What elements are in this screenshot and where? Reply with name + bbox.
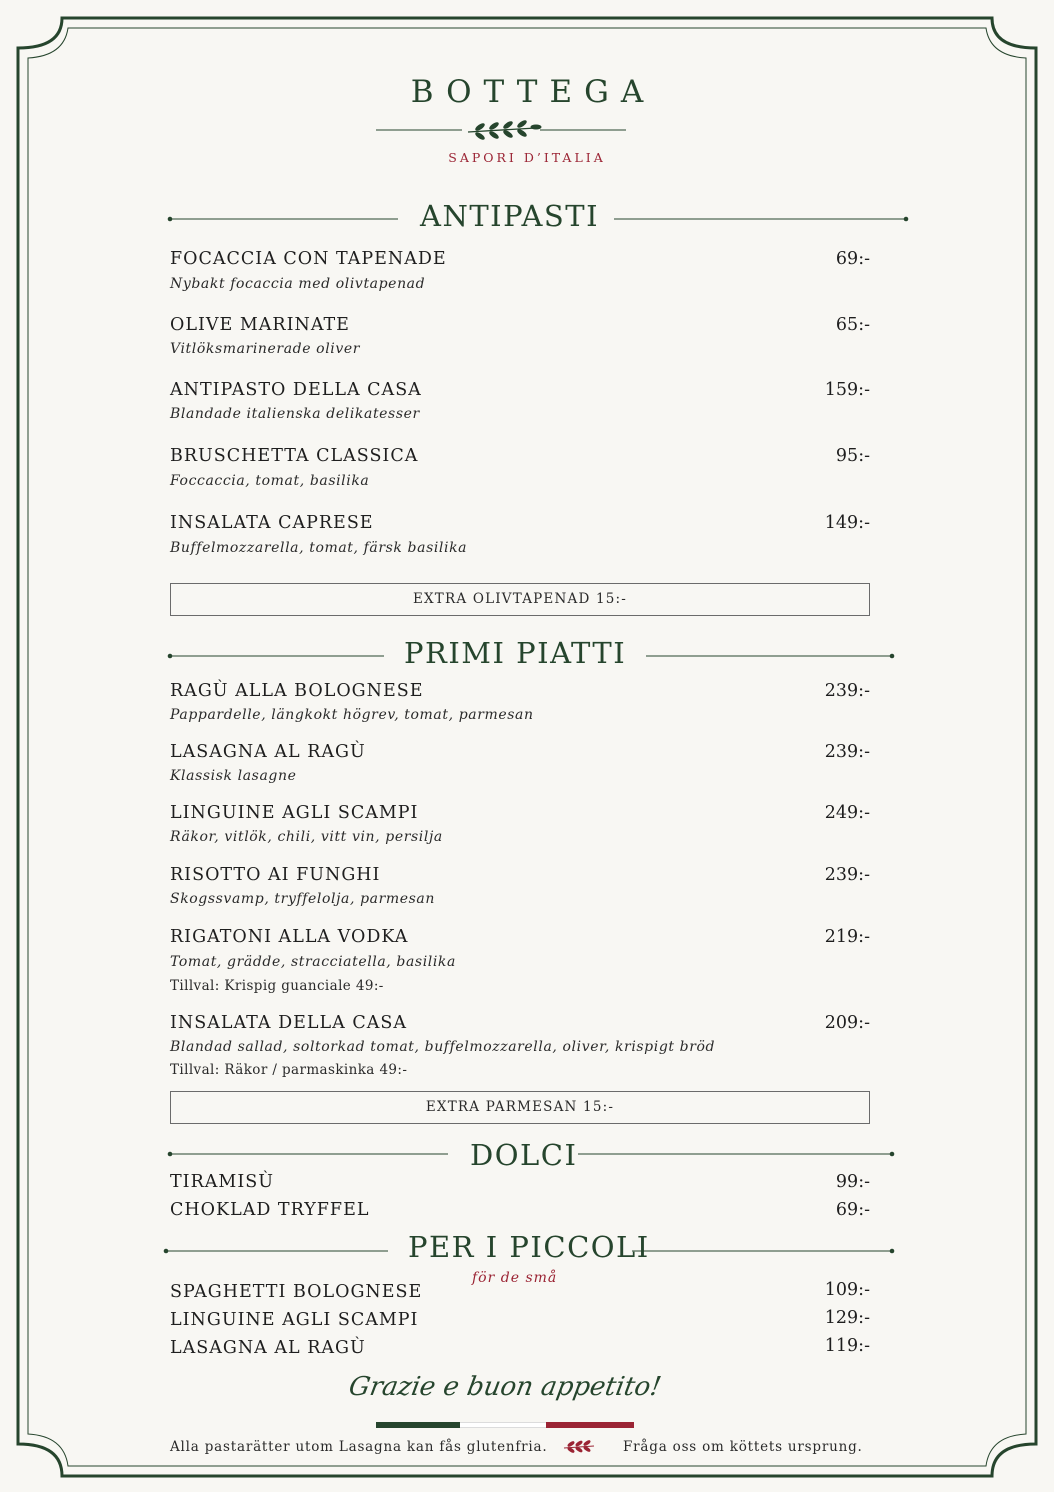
menu-item-description: Räkor, vitlök, chili, vitt vin, persilja bbox=[170, 829, 443, 845]
menu-item-price: 65:- bbox=[835, 315, 870, 335]
menu-item-description: Pappardelle, längkokt högrev, tomat, parmesan bbox=[170, 707, 534, 723]
menu-item-price: 239:- bbox=[824, 865, 870, 885]
section-title-dolci: DOLCI bbox=[470, 1138, 578, 1172]
menu-item-addon: Tillval: Krispig guanciale 49:- bbox=[170, 978, 384, 994]
menu-item-name: INSALATA DELLA CASA bbox=[170, 1013, 407, 1033]
menu-item-price: 99:- bbox=[835, 1172, 870, 1192]
menu-item-description: Tomat, grädde, stracciatella, basilika bbox=[170, 954, 456, 970]
menu-item-description: Klassisk lasagne bbox=[170, 768, 297, 784]
header-divider bbox=[376, 118, 626, 142]
menu-item-addon: Tillval: Räkor / parmaskinka 49:- bbox=[170, 1062, 408, 1078]
section-title-primi: PRIMI PIATTI bbox=[404, 636, 627, 670]
section-title-antipasti: ANTIPASTI bbox=[420, 199, 600, 233]
menu-item-price: 149:- bbox=[824, 513, 870, 533]
menu-item-description: Blandad sallad, soltorkad tomat, buffelmozzarella, oliver, krispigt bröd bbox=[170, 1039, 716, 1055]
menu-item-price: 119:- bbox=[824, 1336, 870, 1356]
menu-item-name: CHOKLAD TRYFFEL bbox=[170, 1200, 370, 1220]
menu-item-price: 239:- bbox=[824, 742, 870, 762]
menu-item-price: 239:- bbox=[824, 681, 870, 701]
menu-item-name: RISOTTO AI FUNGHI bbox=[170, 865, 381, 885]
footer-note-gluten: Alla pastarätter utom Lasagna kan fås glutenfria. bbox=[170, 1439, 548, 1455]
tagline: SAPORI D’ITALIA bbox=[448, 150, 606, 165]
menu-item-name: LASAGNA AL RAGÙ bbox=[170, 1338, 366, 1358]
menu-item-name: FOCACCIA CON TAPENADE bbox=[170, 249, 447, 269]
flag-stripe-green bbox=[376, 1422, 460, 1428]
menu-item-name: ANTIPASTO DELLA CASA bbox=[170, 380, 422, 400]
menu-item-name: RAGÙ ALLA BOLOGNESE bbox=[170, 681, 424, 701]
menu-item-price: 95:- bbox=[835, 446, 870, 466]
section-subtitle: för de små bbox=[472, 1270, 558, 1286]
menu-item-price: 159:- bbox=[824, 380, 870, 400]
menu-item-price: 69:- bbox=[835, 1200, 870, 1220]
menu-item-price: 109:- bbox=[824, 1280, 870, 1300]
olive-branch-icon bbox=[468, 119, 541, 140]
menu-item-description: Nybakt focaccia med olivtapenad bbox=[170, 276, 426, 292]
menu-item-name: OLIVE MARINATE bbox=[170, 315, 350, 335]
thank-you-script: Grazie e buon appetito! bbox=[346, 1372, 664, 1402]
menu-item-description: Foccaccia, tomat, basilika bbox=[170, 473, 370, 489]
menu-item-name: BRUSCHETTA CLASSICA bbox=[170, 446, 419, 466]
restaurant-name: BOTTEGA bbox=[410, 74, 656, 110]
menu-item-name: SPAGHETTI BOLOGNESE bbox=[170, 1282, 423, 1302]
menu-item-price: 69:- bbox=[835, 249, 870, 269]
section-title-piccoli: PER I PICCOLI bbox=[408, 1230, 650, 1264]
menu-item-name: LASAGNA AL RAGÙ bbox=[170, 742, 366, 762]
menu-item-price: 209:- bbox=[824, 1013, 870, 1033]
flag-stripe-white bbox=[460, 1422, 546, 1428]
menu-item-price: 129:- bbox=[824, 1308, 870, 1328]
menu-item-description: Skogssvamp, tryffelolja, parmesan bbox=[170, 891, 435, 907]
extra-box: EXTRA PARMESAN 15:- bbox=[170, 1091, 870, 1124]
menu-item-description: Buffelmozzarella, tomat, färsk basilika bbox=[170, 540, 468, 556]
menu-item-description: Vitlöksmarinerade oliver bbox=[170, 341, 361, 357]
menu-item-name: TIRAMISÙ bbox=[170, 1172, 274, 1192]
menu-item-name: LINGUINE AGLI SCAMPI bbox=[170, 1310, 419, 1330]
menu-item-price: 249:- bbox=[824, 803, 870, 823]
small-branch-icon bbox=[562, 1440, 596, 1454]
footer-note-origin: Fråga oss om köttets ursprung. bbox=[623, 1439, 863, 1455]
menu-item-price: 219:- bbox=[824, 927, 870, 947]
extra-box: EXTRA OLIVTAPENAD 15:- bbox=[170, 583, 870, 616]
flag-stripe-red bbox=[546, 1422, 634, 1428]
menu-item-name: LINGUINE AGLI SCAMPI bbox=[170, 803, 419, 823]
menu-item-name: INSALATA CAPRESE bbox=[170, 513, 374, 533]
menu-item-description: Blandade italienska delikatesser bbox=[170, 406, 420, 422]
menu-item-name: RIGATONI ALLA VODKA bbox=[170, 927, 409, 947]
